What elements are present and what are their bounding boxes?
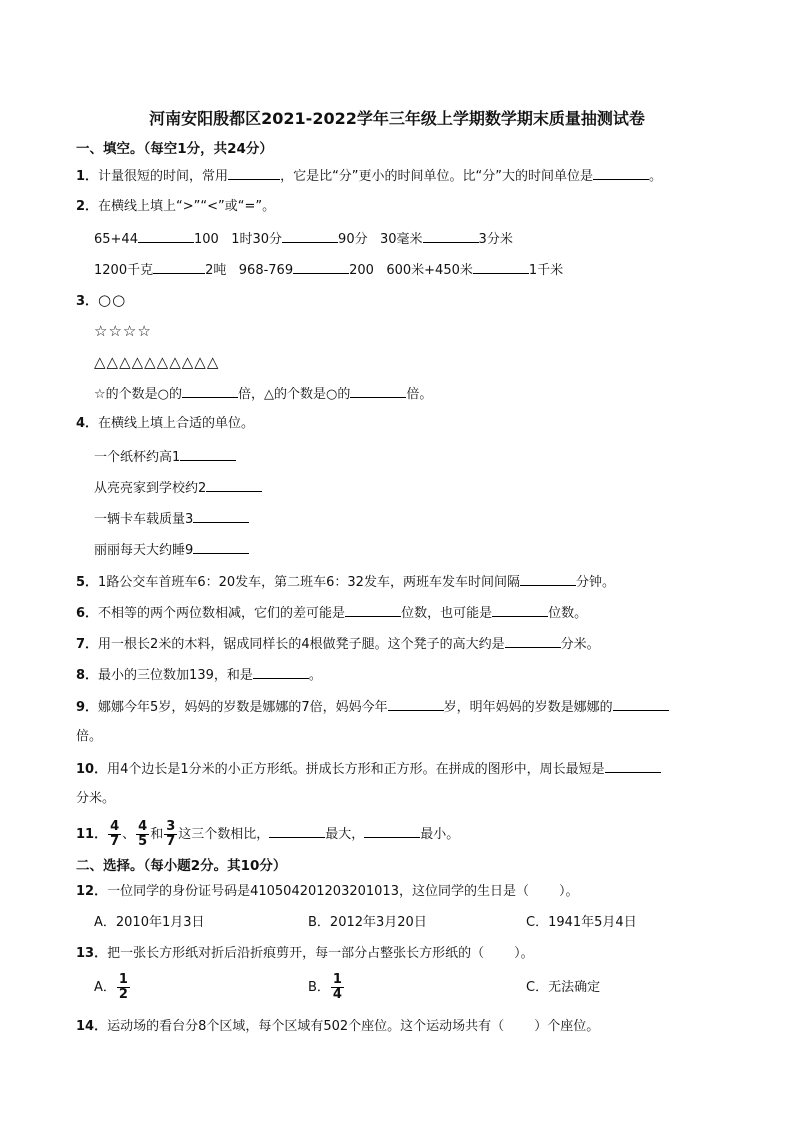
question-number: 14．	[76, 1019, 108, 1034]
answer-blank[interactable]	[206, 478, 262, 492]
expression: 200	[349, 263, 374, 278]
question-13-options	[94, 972, 600, 1004]
answer-blank[interactable]	[520, 572, 576, 586]
question-text: 倍，△的个数是○的	[238, 387, 351, 402]
answer-blank[interactable]	[473, 260, 529, 274]
question-7	[76, 634, 600, 654]
question-12	[76, 883, 579, 901]
question-13	[76, 945, 534, 963]
expression: 3分米	[478, 232, 513, 247]
question-5	[76, 572, 615, 592]
question-1	[76, 166, 662, 186]
question-number: 11．	[76, 827, 108, 842]
answer-blank[interactable]	[180, 447, 236, 461]
question-text: 把一张长方形纸对折后沿折痕剪开，每一部分占整张长方形纸的（	[107, 946, 485, 961]
question-number: 3．	[76, 294, 99, 309]
question-text: 位数。	[548, 606, 588, 621]
question-10	[76, 759, 661, 779]
question-text: ☆的个数是○的	[94, 387, 182, 402]
fraction: $\frac{3}{7}$	[166, 819, 176, 849]
answer-blank[interactable]	[613, 697, 669, 711]
item-text: 丽丽每天大约睡9	[94, 543, 194, 558]
question-text: 分钟。	[575, 575, 615, 590]
answer-blank[interactable]	[293, 260, 349, 274]
item-text: 一辆卡车载质量3	[94, 512, 194, 527]
expression: 968-769	[238, 263, 294, 278]
question-text: 在横线上填上“>”“<”或“=”。	[98, 199, 276, 214]
answer-blank[interactable]	[364, 824, 420, 838]
option-a[interactable]: A． $\frac{1}{2}$	[94, 972, 128, 1002]
question-text: 娜娜今年5岁，妈妈的岁数是娜娜的7倍，妈妈今年	[98, 700, 388, 715]
question-number: 4．	[76, 416, 99, 431]
answer-blank[interactable]	[423, 229, 479, 243]
question-number: 8．	[76, 668, 99, 683]
question-9-cont: 倍。	[76, 729, 103, 744]
expression: 30毫米	[380, 232, 423, 247]
question-4-item-3	[94, 509, 249, 529]
conjunction: 和	[150, 827, 164, 842]
question-text: 运动场的看台分8个区域，每个区域有502个座位。这个运动场共有（	[107, 1019, 505, 1034]
question-9	[76, 697, 669, 717]
expression: 100	[193, 232, 219, 247]
section-1-heading: 一、填空。（每空1分，共24分）	[76, 141, 273, 157]
answer-blank[interactable]	[505, 634, 561, 648]
question-text: 这三个数相比，	[178, 827, 270, 842]
question-text: 用一根长2米的木料，锯成同样长的4根做凳子腿。这个凳子的高大约是	[98, 637, 505, 652]
question-text: 计量很短的时间，常用	[98, 169, 229, 184]
question-text: 倍。	[406, 387, 433, 402]
question-number: 5．	[76, 575, 99, 590]
question-2-row-1	[94, 229, 513, 249]
question-number: 7．	[76, 637, 99, 652]
question-text: ）。	[558, 884, 579, 899]
question-text: 不相等的两个两位数相减，它们的差可能是	[98, 606, 346, 621]
question-11	[76, 820, 459, 850]
fraction: $\frac{4}{7}$	[110, 819, 120, 849]
item-text: 从亮亮家到学校约2	[94, 481, 207, 496]
answer-blank[interactable]	[193, 509, 249, 523]
question-number: 10．	[76, 762, 108, 777]
question-3-text	[94, 384, 432, 404]
question-text: ，它是比“分”更小的时间单位。比“分”大的时间单位是	[280, 169, 594, 184]
question-number: 6．	[76, 606, 99, 621]
answer-blank[interactable]	[282, 229, 338, 243]
question-12-options	[94, 914, 637, 932]
expression: 2吨	[205, 263, 227, 278]
question-text: 。	[308, 668, 322, 683]
fraction: $\frac{4}{5}$	[138, 819, 148, 849]
question-number: 2．	[76, 199, 99, 214]
answer-blank[interactable]	[138, 229, 194, 243]
question-4	[76, 415, 254, 433]
answer-blank[interactable]	[345, 603, 401, 617]
answer-blank[interactable]	[593, 166, 649, 180]
question-8	[76, 665, 322, 685]
question-text: 最小的三位数加139，和是	[98, 668, 253, 683]
question-text: 分米。	[560, 637, 600, 652]
circles-row: ○○	[98, 291, 127, 309]
answer-blank[interactable]	[182, 384, 238, 398]
section-2-heading: 二、选择。（每小题2分。其10分）	[76, 858, 287, 874]
answer-blank[interactable]	[269, 824, 325, 838]
option-a[interactable]: A．2010年1月3日	[94, 915, 205, 930]
question-14	[76, 1018, 599, 1036]
expression: 1千米	[528, 263, 564, 278]
question-4-item-1	[94, 447, 236, 467]
question-6	[76, 603, 587, 623]
question-10-cont: 分米。	[76, 791, 116, 806]
question-text: ）个座位。	[534, 1019, 600, 1034]
question-text: 岁，明年妈妈的岁数是娜娜的	[443, 700, 613, 715]
answer-blank[interactable]	[492, 603, 548, 617]
option-b[interactable]: B．2012年3月20日	[308, 915, 427, 930]
expression: 90分	[338, 232, 368, 247]
question-text: 1路公交车首班车6：20发车，第二班车6：32发车，两班车发车时间间隔	[98, 575, 520, 590]
answer-blank[interactable]	[153, 260, 205, 274]
question-number: 13．	[76, 946, 108, 961]
question-4-item-2	[94, 478, 262, 498]
answer-blank[interactable]	[605, 759, 661, 773]
option-b[interactable]: B． $\frac{1}{4}$	[308, 972, 342, 1002]
question-number: 9．	[76, 700, 99, 715]
page-title: 河南安阳殷都区2021-2022学年三年级上学期数学期末质量抽测试卷	[149, 109, 645, 128]
question-text: 用4个边长是1分米的小正方形纸。拼成长方形和正方形。在拼成的图形中，周长最短是	[107, 762, 605, 777]
question-text: 一位同学的身份证号码是410504201203201013，这位同学的生日是（	[107, 884, 529, 899]
question-text: 最大，	[325, 827, 365, 842]
expression: 600米+450米	[386, 263, 473, 278]
question-text: 在横线上填上合适的单位。	[98, 416, 255, 431]
option-c[interactable]: C．无法确定	[526, 980, 601, 995]
stars-row: ☆☆☆☆	[94, 322, 152, 340]
answer-blank[interactable]	[350, 384, 406, 398]
answer-blank[interactable]	[193, 540, 249, 554]
question-number: 12．	[76, 884, 108, 899]
fraction: $\frac{1}{4}$	[332, 972, 342, 1002]
question-text: 最小。	[420, 827, 460, 842]
answer-blank[interactable]	[253, 665, 309, 679]
question-text: 。	[649, 169, 663, 184]
question-number: 1．	[76, 169, 99, 184]
answer-blank[interactable]	[228, 166, 280, 180]
expression: 1时30分	[231, 232, 283, 247]
fraction: $\frac{1}{2}$	[118, 972, 128, 1002]
expression: 1200千克	[94, 263, 154, 278]
question-text: 位数，也可能是	[401, 606, 493, 621]
question-text: ）。	[514, 946, 534, 961]
separator: 、	[122, 827, 136, 842]
expression: 65+44	[94, 232, 138, 247]
answer-blank[interactable]	[388, 697, 444, 711]
triangles-row: △△△△△△△△△△	[94, 353, 220, 371]
question-2	[76, 198, 275, 216]
item-text: 一个纸杯约高1	[94, 450, 181, 465]
question-3	[76, 291, 126, 311]
question-4-item-4	[94, 540, 249, 560]
question-2-row-2	[94, 260, 563, 280]
option-c[interactable]: C．1941年5月4日	[526, 915, 637, 930]
